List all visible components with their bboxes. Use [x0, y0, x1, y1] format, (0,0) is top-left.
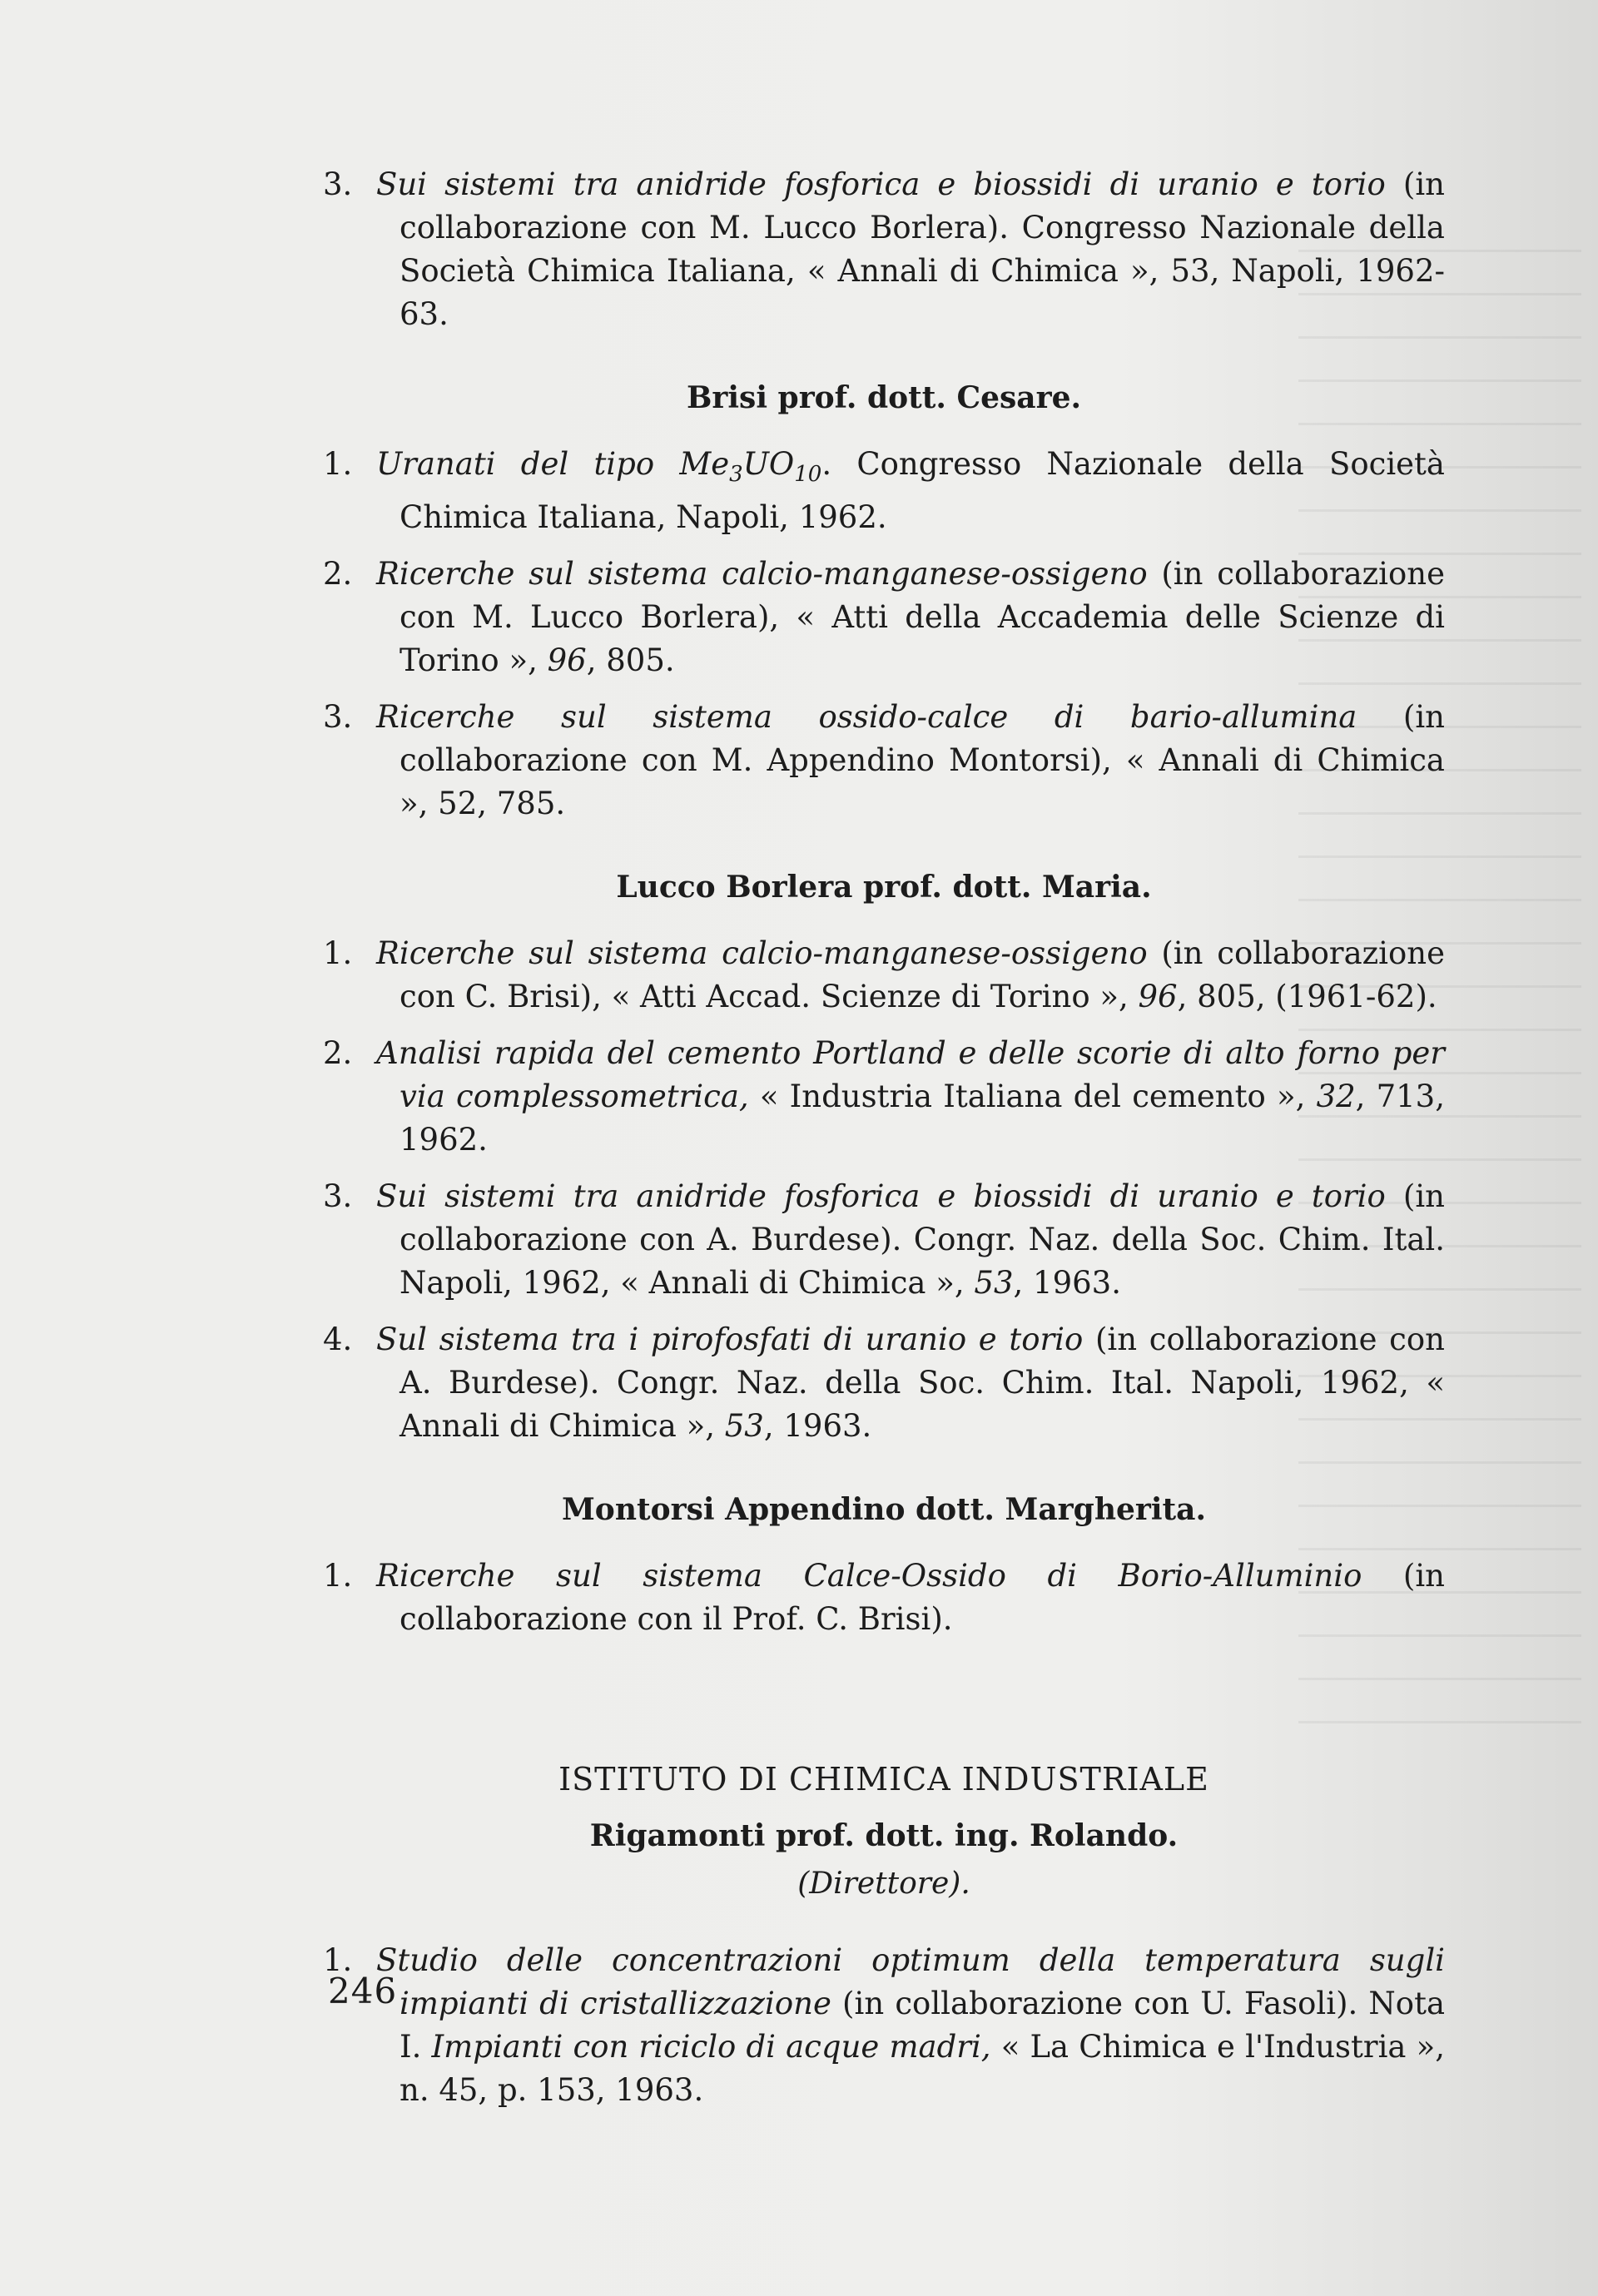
item-text: (in collaborazione con A. Burdese). Congr. Naz. della Soc. Chim. Ital. Napoli, 1962, « Annali di Chimica »,	[400, 1322, 1445, 1444]
item-text: , 713, 1962.	[400, 1079, 1445, 1158]
item-number: 1.	[323, 1558, 353, 1594]
item-text: (in collaborazione con U. Fasoli). Nota I.	[400, 1986, 1445, 2065]
item-text: . Congresso Nazionale della Società Chimica Italiana, Napoli, 1962.	[400, 446, 1445, 535]
item-text: (in collaborazione con C. Brisi), « Atti Accad. Scienze di Torino »,	[400, 935, 1445, 1014]
item-volume: 53	[724, 1408, 764, 1444]
list-item	[323, 696, 1445, 826]
item-title: Sui sistemi tra anidride fosforica e biossidi di uranio e torio	[376, 166, 1386, 202]
author-heading: Montorsi Appendino dott. Margherita.	[561, 1492, 1207, 1527]
subscript: 3	[729, 462, 743, 487]
item-title: Analisi rapida del cemento Portland e delle scorie di alto forno per via complessometrica,	[376, 1035, 1445, 1114]
item-number: 3.	[323, 699, 353, 735]
item-text: (in collaborazione con M. Lucco Borlera). Congresso Nazionale della Società Chimica Italiana, « Annali di Chimica », 53, Napoli, 1962-63.	[400, 166, 1445, 332]
item-text: (in collaborazione con M. Lucco Borlera), « Atti della Accademia delle Scienze di Torino »,	[400, 556, 1445, 678]
item-title: Ricerche sul sistema calcio-manganese-ossigeno	[376, 556, 1148, 592]
page-number: 246	[328, 1971, 398, 2011]
list-item	[323, 932, 1445, 1019]
item-text: , 1963.	[1013, 1265, 1121, 1301]
item-text: (in collaborazione con il Prof. C. Brisi).	[400, 1558, 1446, 1637]
item-volume: 32	[1316, 1079, 1356, 1114]
item-title: Impianti con riciclo di acque madri,	[431, 2029, 991, 2065]
item-text: « La Chimica e l'Industria », n. 45, p. 153, 1963.	[400, 2029, 1445, 2108]
item-text: , 1963.	[763, 1408, 872, 1444]
item-volume: 53	[974, 1265, 1014, 1301]
item-volume: 96	[1138, 979, 1178, 1014]
list-item	[323, 1555, 1445, 1641]
item-number: 4.	[323, 1322, 353, 1357]
item-title: UO	[742, 446, 795, 482]
list-item	[323, 1032, 1445, 1162]
item-text: , 805, (1961-62).	[1177, 979, 1437, 1014]
item-title: Uranati del tipo Me	[376, 446, 730, 482]
item-number: 3.	[323, 166, 353, 202]
item-number: 1.	[323, 446, 353, 482]
list-item	[323, 553, 1445, 682]
item-text: , 805.	[586, 642, 675, 678]
item-title: Ricerche sul sistema ossido-calce di bario-allumina	[376, 699, 1357, 735]
item-number: 3.	[323, 1178, 353, 1214]
item-volume: 96	[547, 642, 587, 678]
institute-heading: ISTITUTO DI CHIMICA INDUSTRIALE	[558, 1761, 1209, 1798]
item-title: Ricerche sul sistema Calce-Ossido di Borio-Alluminio	[376, 1558, 1362, 1594]
list-item	[323, 1175, 1445, 1305]
list-item	[323, 443, 1445, 539]
author-heading: Lucco Borlera prof. dott. Maria.	[616, 870, 1152, 905]
page-content	[323, 163, 1445, 2125]
list-item	[323, 163, 1445, 336]
item-title: Studio delle concentrazioni optimum della temperatura sugli impianti di cristallizzazione	[376, 1942, 1445, 2021]
item-title: Sul sistema tra i pirofosfati di uranio e torio	[376, 1322, 1084, 1357]
item-text: « Industria Italiana del cemento »,	[748, 1079, 1317, 1114]
item-number: 2.	[323, 1035, 353, 1071]
item-title: Sui sistemi tra anidride fosforica e biossidi di uranio e torio	[376, 1178, 1386, 1214]
item-text: (in collaborazione con A. Burdese). Congr. Naz. della Soc. Chim. Ital. Napoli, 1962, « Annali di Chimica »,	[400, 1178, 1445, 1301]
director-role: (Direttore).	[797, 1867, 970, 1901]
list-item	[323, 1318, 1445, 1448]
item-title: Ricerche sul sistema calcio-manganese-ossigeno	[376, 935, 1148, 971]
item-number: 2.	[323, 556, 353, 592]
director-name: Rigamonti prof. dott. ing. Rolando.	[589, 1818, 1179, 1853]
item-number: 1.	[323, 1942, 353, 1978]
list-item	[323, 1939, 1445, 2112]
subscript: 10	[794, 462, 822, 487]
author-heading: Brisi prof. dott. Cesare.	[686, 380, 1082, 415]
item-text: (in collaborazione con M. Appendino Montorsi), « Annali di Chimica », 52, 785.	[400, 699, 1446, 821]
item-number: 1.	[323, 935, 353, 971]
